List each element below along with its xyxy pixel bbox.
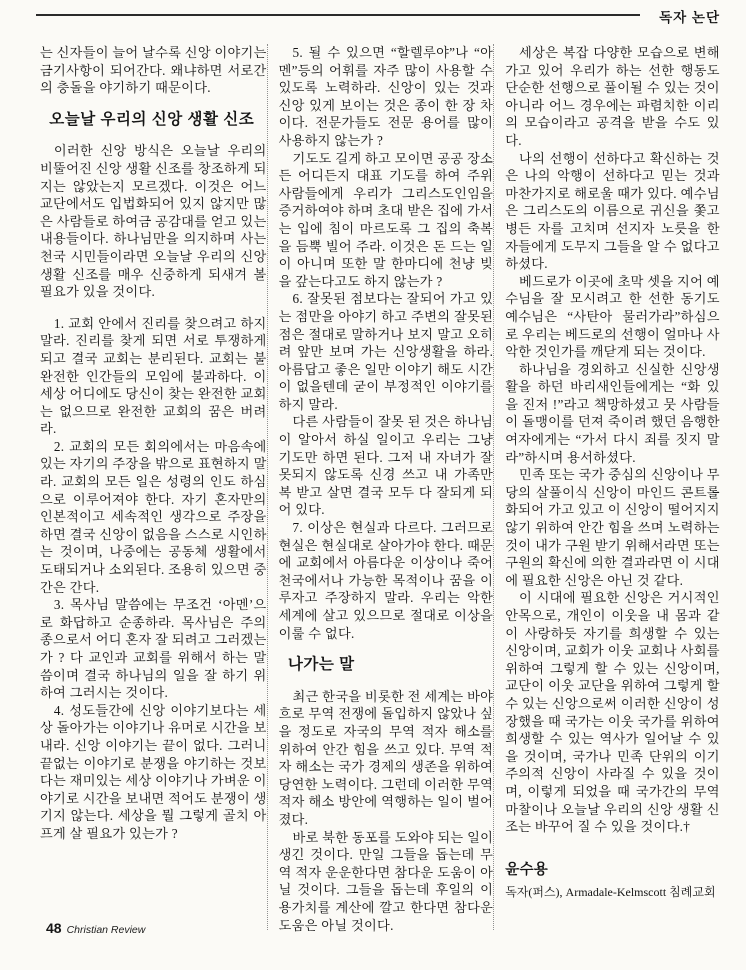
body-paragraph: 이러한 신앙 방식은 오늘날 우리의 비뚤어진 신앙 생활 신조를 창조하게 되지는 않았는지 모르겠다. 이것은 어느 교단에서도 입법화되어 있지 않지만 많은 사람들로 하여금 공감대를 얻고 있는 내용들이다. 하나님만을 의지하며 사는 천국 시민들이라면 오늘날 우리의 신앙 생활 신조를 매우 신중하게 되새겨 볼 필요가 있을 것이다. [40,143,267,300]
column-1 [40,44,267,930]
body-paragraph: 5. 될 수 있으면 “할렐루야”나 “아멘”등의 어휘를 자주 많이 사용할 수 있도록 노력하라. 신앙이 있는 것과 신앙 있게 보이는 것은 종이 한 장 차이다. 전문가들도 전문 용어를 많이 사용하지 않는가 ? [278,45,494,148]
body-paragraph: 는 신자들이 늘어 날수록 신앙 이야기는 금기사항이 되어간다. 왜냐하면 서로간의 충돌을 야기하기 때문이다. [40,45,267,96]
page-header [36,6,720,28]
author-block [505,862,720,902]
journal-name: Christian Review [66,924,146,936]
body-paragraph: 기도도 길게 하고 모이면 공공 장소든 어디든지 대표 기도를 하여 주위 사람들에게 우리가 그리스도인임을 증거하여야 하며 초대 받은 집에 가서는 입에 침이 마르도록 그 집의 축복을 듬뿍 빌어 주라. 이것은 돈 드는 일이 아니며 또한 말 한마디에 천냥 빚을 갚는다고도 하지 않는가 ? [278,150,494,289]
body-paragraph: 베드로가 이곳에 초막 셋을 지어 예수님을 잘 모시려고 한 선한 동기도 예수님은 “사탄아 물러가라”하심으로 우리는 베드로의 선행이 얼마나 사악한 것인가를 깨닫게 되는 것이다. [505,273,720,360]
section-heading: 나가는 말 [287,656,355,674]
body-paragraph: 2. 교회의 모든 회의에서는 마음속에 있는 자기의 주장을 밖으로 표현하지 말라. 교회의 모든 일은 성령의 인도 하심으로 이루어져야 한다. 자기 혼자만의 인본적이고 세속적인 생각으로 주장을 하면 결국 신앙이 없음을 스스로 시인하는 것이며, 나중에는 공동체 생활에서 도태되거나 소외된다. 조용히 있으면 중간은 간다. [40,438,267,595]
body-paragraph: 6. 잘못된 점보다는 잘되어 가고 있는 점만을 아야기 하고 주변의 잘못된 점은 절대로 말하거나 보지 말고 오히려 앞만 보며 가는 신앙생활을 하라. 아름답고 좋은 일만 이야기 해도 시간이 없을텐데 굳이 부정적인 이야기를 하지 말라. [278,291,494,412]
column-2 [267,44,494,933]
header-rule [36,14,640,16]
body-paragraph: 최근 한국을 비롯한 전 세계는 바야흐로 무역 전쟁에 돌입하지 않았나 싶을 정도로 자국의 무역 적자 해소를 위하여 안간 힘을 쓰고 있다. 무역 적자 해소는 국가 경제의 생존을 위하여 당연한 노력이다. 그런데 이러한 무역 적자 해소 방안에 역행하는 일이 벌어졌다. [278,688,494,827]
body-paragraph: 나의 선행이 선하다고 확신하는 것은 나의 악행이 선하다고 믿는 것과 마찬가지로 해로울 때가 있다. 예수님은 그리스도의 이름으로 귀신을 쫓고 병든 자를 고치며 선지자 노릇을 한 자들에게 도무지 그들을 알 수 없다고 하셨다. [505,150,720,272]
section-heading: 오늘날 우리의 신앙 생활 신조 [49,110,255,128]
body-paragraph: 3. 목사님 말씀에는 무조건 ‘아멘’으로 화답하고 순종하라. 목사님은 주의 종으로서 어디 혼자 잘 되려고 그러겠는가 ? 다 교인과 교회를 위해서 하는 말씀이며 결국 하나님의 일을 잘 하기 위하여 그러시는 것이다. [40,597,267,701]
author-name: 윤수용 [505,861,549,878]
page-footer [46,920,145,936]
section-label: 독자 논단 [659,10,720,25]
body-paragraph: 세상은 복잡 다양한 모습으로 변해가고 있어 우리가 하는 선한 행동도 단순한 선행으로 풀이될 수 있는 것이 아니라 어느 경우에는 파렴치한 이리의 모습이라고 공격을 받을 수도 있다. [505,45,720,148]
body-paragraph: 바로 북한 동포를 도와야 되는 일이 생긴 것이다. 만일 그들을 돕는데 무역 적자 운운한다면 참다운 도움이 아닐 것이다. 그들을 돕는데 후일의 이용가치를 계산에 깔고 한다면 참다운 도움은 아닐 것이다. [278,829,494,933]
body-paragraph: 4. 성도들간에 신앙 이야기보다는 세상 돌아가는 이야기나 유머로 시간을 보내라. 신앙 이야기는 끝이 없다. 그러니 끝없는 이야기로 분쟁을 야기하는 것보다는 재미있는 세상 이야기나 가벼운 이야기로 시간을 보내면 적어도 분쟁이 생기지 않는다. 세상을 뭘 그렇게 골치 아프게 살 필요가 있는가 ? [40,702,267,841]
body-paragraph: 이 시대에 필요한 신앙은 거시적인 안목으로, 개인이 이웃을 내 몸과 같이 사랑하듯 자기를 희생할 수 있는 신앙이며, 교회가 이웃 교회나 사회를 위하여 그렇게 할 수 있는 신앙이며, 교단이 이웃 교단을 위하여 그렇게 할 수 있는 신앙으로써 이러한 신앙이 성장했을 때 국가는 이웃 국가를 위하여 희생할 수 있는 역사가 일어날 수 있을 것이며, 국가나 민족 단위의 이기주의적 신앙이 사라질 수 있을 것이며, 이렇게 되었을 때 국가간의 무역 마찰이나 오늘날 우리의 신앙 생활 신조는 바꾸어 질 수 있을 것이다.† [505,590,720,835]
author-affiliation: 독자(퍼스), Armadale-Kelmscott 침례교회 [505,885,716,900]
article-body [40,44,720,933]
body-paragraph: 7. 이상은 현실과 다르다. 그러므로 현실은 현실대로 살아가야 한다. 때문에 교회에서 아름다운 이상이나 죽어 천국에서나 가능한 목적이나 꿈을 이루자고 주장하지 말라. 우리는 악한 세계에 살고 있으므로 절대로 이상을 이룰 수 없다. [278,520,494,641]
body-paragraph: 하나님을 경외하고 신실한 신앙생활을 하던 바리새인들에게는 “화 있을 진저 !”라고 책망하셨고 뭇 사람들이 돌맹이를 던져 죽이려 했던 음행한 여자에게는 “가서 다시 죄를 짓지 말라”하시며 용서하셨다. [505,361,720,465]
body-paragraph: 1. 교회 안에서 진리를 찾으려고 하지 말라. 진리를 찾게 되면 서로 투쟁하게 되고 결국 교회는 분리된다. 교회는 불완전한 인간들의 모임에 불과하다. 이 세상 어디에도 당신이 찾는 완전한 교회는 없으므로 완전한 교회의 꿈은 버려라. [40,315,267,437]
page-number: 48 [46,920,62,936]
column-3 [493,44,720,930]
body-paragraph: 민족 또는 국가 중심의 신앙이나 무당의 살풀이식 신앙이 마인드 콘트롤화되어 가고 있고 이 신앙이 떨어지지 않기 위하여 안간 힘을 쓰며 노력하는 것이 내가 구원 받기 위해서라면 또는 구원의 확신에 의한 결과라면 이 시대에 필요한 신앙은 아닌 것 같다. [505,467,720,588]
body-paragraph: 다른 사람들이 잘못 된 것은 하나님이 알아서 하실 일이고 우리는 그냥 기도만 하면 된다. 그저 내 자녀가 잘못되지 않도록 신경 쓰고 내 가족만 복 받고 살면 결국 모두 다 잘되게 되어 있다. [278,414,494,518]
